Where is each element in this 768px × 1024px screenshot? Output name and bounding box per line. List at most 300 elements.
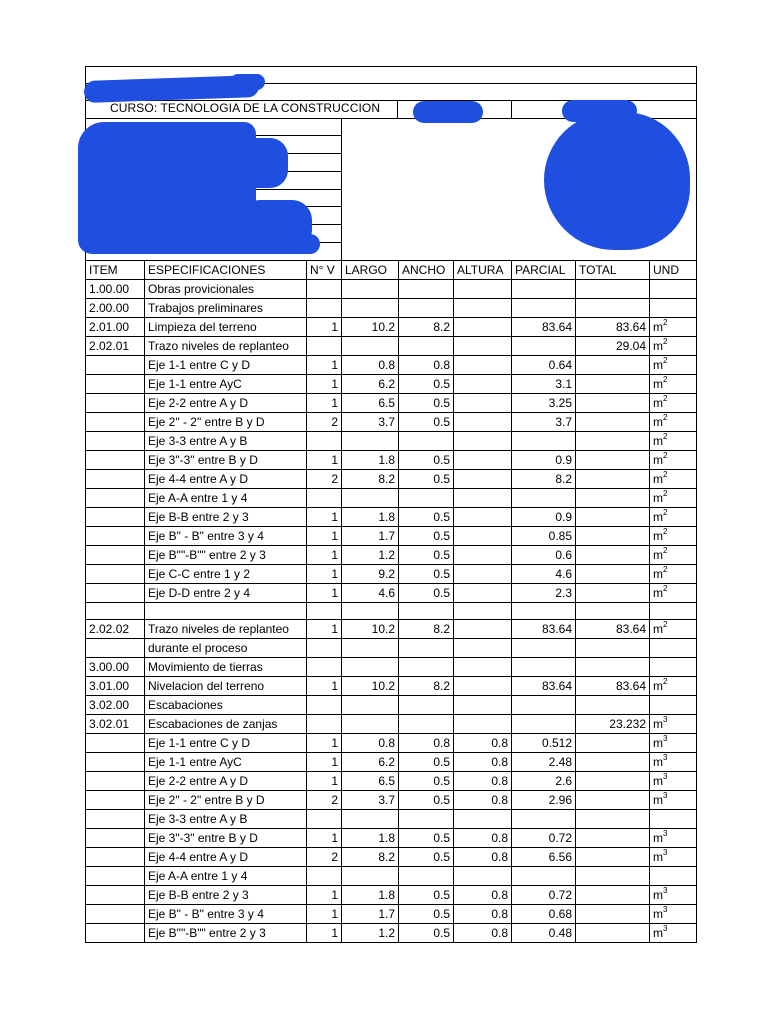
- und-cell: [650, 527, 697, 546]
- largo-cell: [342, 715, 399, 734]
- total-cell: [576, 791, 650, 810]
- nv-cell: 1: [307, 546, 342, 565]
- unit-exponent: 3: [663, 905, 668, 914]
- largo-cell: 3.7: [342, 413, 399, 432]
- table-row: [86, 829, 697, 848]
- total-cell: [576, 356, 650, 375]
- spec-cell: Eje 1-1 entre C y D: [145, 734, 307, 753]
- altura-cell: [454, 280, 512, 299]
- item-cell: [86, 753, 145, 772]
- unit-base: m: [653, 567, 663, 581]
- total-cell: [576, 394, 650, 413]
- table-row: [86, 791, 697, 810]
- spec-cell: Eje B-B entre 2 y 3: [145, 508, 307, 527]
- largo-cell: 0.8: [342, 356, 399, 375]
- nv-cell: 1: [307, 318, 342, 337]
- largo-cell: 9.2: [342, 565, 399, 584]
- unit-base: m: [653, 586, 663, 600]
- unit-base: m: [653, 510, 663, 524]
- total-cell: [576, 886, 650, 905]
- spec-cell: Trazo niveles de replanteo: [145, 337, 307, 356]
- parcial-cell: 3.7: [512, 413, 576, 432]
- parcial-cell: 83.64: [512, 620, 576, 639]
- altura-cell: [454, 489, 512, 508]
- unit-exponent: 2: [663, 489, 668, 498]
- largo-cell: 1.8: [342, 829, 399, 848]
- altura-cell: [454, 451, 512, 470]
- item-cell: [86, 639, 145, 658]
- col-header-parcial: PARCIAL: [512, 261, 576, 280]
- nv-cell: 1: [307, 677, 342, 696]
- parcial-cell: 0.512: [512, 734, 576, 753]
- item-cell: 3.01.00: [86, 677, 145, 696]
- table-row: [86, 753, 697, 772]
- und-cell: [650, 470, 697, 489]
- item-cell: 3.02.01: [86, 715, 145, 734]
- ancho-cell: 0.5: [399, 924, 454, 943]
- spec-cell: Eje C-C entre 1 y 2: [145, 565, 307, 584]
- largo-cell: [342, 658, 399, 677]
- table-row: [86, 565, 697, 584]
- sheet-header: [0, 0, 768, 262]
- largo-cell: 4.6: [342, 584, 399, 603]
- ancho-cell: 0.5: [399, 905, 454, 924]
- table-row: [86, 489, 697, 508]
- total-cell: [576, 658, 650, 677]
- ancho-cell: 0.5: [399, 772, 454, 791]
- parcial-cell: 3.25: [512, 394, 576, 413]
- unit-exponent: 2: [663, 584, 668, 593]
- nv-cell: 2: [307, 848, 342, 867]
- table-row: [86, 848, 697, 867]
- item-cell: [86, 772, 145, 791]
- col-header-especificaciones: ESPECIFICACIONES: [145, 261, 307, 280]
- total-cell: 83.64: [576, 620, 650, 639]
- item-cell: [86, 791, 145, 810]
- redaction-mark: [413, 101, 483, 123]
- spec-cell: Eje 2" - 2" entre B y D: [145, 791, 307, 810]
- parcial-cell: 0.48: [512, 924, 576, 943]
- ancho-cell: [399, 489, 454, 508]
- und-cell: [650, 772, 697, 791]
- header-line: [696, 66, 697, 262]
- unit-exponent: 2: [663, 565, 668, 574]
- table-row: [86, 734, 697, 753]
- unit-base: m: [653, 831, 663, 845]
- total-cell: [576, 375, 650, 394]
- table-row: [86, 280, 697, 299]
- table-row: [86, 470, 697, 489]
- largo-cell: 1.8: [342, 451, 399, 470]
- largo-cell: [342, 432, 399, 451]
- altura-cell: [454, 375, 512, 394]
- item-cell: [86, 867, 145, 886]
- altura-cell: [454, 565, 512, 584]
- spec-cell: Eje 2-2 entre A y D: [145, 772, 307, 791]
- unit-exponent: 2: [663, 451, 668, 460]
- und-cell: [650, 753, 697, 772]
- parcial-cell: [512, 603, 576, 620]
- spec-cell: Eje D-D entre 2 y 4: [145, 584, 307, 603]
- item-cell: [86, 356, 145, 375]
- spec-cell: Eje 2" - 2" entre B y D: [145, 413, 307, 432]
- item-cell: [86, 508, 145, 527]
- redaction-mark: [200, 138, 288, 188]
- parcial-cell: 3.1: [512, 375, 576, 394]
- table-row: [86, 886, 697, 905]
- table-row: [86, 546, 697, 565]
- parcial-cell: [512, 432, 576, 451]
- largo-cell: 6.2: [342, 375, 399, 394]
- altura-cell: [454, 394, 512, 413]
- item-cell: [86, 451, 145, 470]
- item-cell: 2.02.02: [86, 620, 145, 639]
- unit-exponent: 2: [663, 432, 668, 441]
- unit-exponent: 3: [663, 753, 668, 762]
- und-cell: [650, 829, 697, 848]
- unit-exponent: 2: [663, 508, 668, 517]
- ancho-cell: 0.5: [399, 565, 454, 584]
- item-cell: [86, 432, 145, 451]
- item-cell: [86, 584, 145, 603]
- ancho-cell: 8.2: [399, 620, 454, 639]
- table-row: [86, 451, 697, 470]
- nv-cell: 1: [307, 905, 342, 924]
- table-row: [86, 639, 697, 658]
- unit-base: m: [653, 320, 663, 334]
- nv-cell: [307, 867, 342, 886]
- parcial-cell: 0.68: [512, 905, 576, 924]
- altura-cell: 0.8: [454, 829, 512, 848]
- col-header-altura: ALTURA: [454, 261, 512, 280]
- altura-cell: [454, 639, 512, 658]
- und-cell: [650, 356, 697, 375]
- largo-cell: 1.7: [342, 527, 399, 546]
- largo-cell: 8.2: [342, 470, 399, 489]
- altura-cell: 0.8: [454, 734, 512, 753]
- nv-cell: [307, 299, 342, 318]
- ancho-cell: 0.5: [399, 394, 454, 413]
- parcial-cell: [512, 337, 576, 356]
- total-cell: [576, 470, 650, 489]
- altura-cell: [454, 413, 512, 432]
- unit-exponent: 2: [663, 375, 668, 384]
- altura-cell: [454, 696, 512, 715]
- altura-cell: [454, 677, 512, 696]
- total-cell: [576, 508, 650, 527]
- spec-cell: Eje B" - B" entre 3 y 4: [145, 527, 307, 546]
- largo-cell: [342, 696, 399, 715]
- largo-cell: 10.2: [342, 620, 399, 639]
- spec-cell: Limpieza del terreno: [145, 318, 307, 337]
- table-row: [86, 867, 697, 886]
- ancho-cell: 0.5: [399, 753, 454, 772]
- unit-exponent: 3: [663, 772, 668, 781]
- unit-base: m: [653, 907, 663, 921]
- ancho-cell: [399, 639, 454, 658]
- ancho-cell: 0.5: [399, 848, 454, 867]
- altura-cell: [454, 715, 512, 734]
- altura-cell: [454, 318, 512, 337]
- und-cell: [650, 394, 697, 413]
- largo-cell: 0.8: [342, 734, 399, 753]
- parcial-cell: 0.72: [512, 829, 576, 848]
- total-cell: [576, 280, 650, 299]
- ancho-cell: [399, 280, 454, 299]
- redaction-mark: [544, 112, 690, 250]
- altura-cell: [454, 470, 512, 489]
- total-cell: [576, 584, 650, 603]
- nv-cell: 1: [307, 829, 342, 848]
- parcial-cell: [512, 715, 576, 734]
- unit-base: m: [653, 774, 663, 788]
- budget-table: [85, 260, 697, 943]
- total-cell: 83.64: [576, 677, 650, 696]
- table-row: [86, 677, 697, 696]
- largo-cell: 1.8: [342, 508, 399, 527]
- item-cell: 2.02.01: [86, 337, 145, 356]
- parcial-cell: 6.56: [512, 848, 576, 867]
- altura-cell: 0.8: [454, 848, 512, 867]
- nv-cell: 2: [307, 470, 342, 489]
- largo-cell: 1.7: [342, 905, 399, 924]
- largo-cell: 1.2: [342, 546, 399, 565]
- unit-exponent: 2: [663, 527, 668, 536]
- total-cell: [576, 848, 650, 867]
- und-cell: [650, 451, 697, 470]
- unit-base: m: [653, 926, 663, 940]
- und-cell: [650, 432, 697, 451]
- und-cell: [650, 489, 697, 508]
- nv-cell: 1: [307, 753, 342, 772]
- unit-base: m: [653, 491, 663, 505]
- unit-base: m: [653, 717, 663, 731]
- unit-base: m: [653, 415, 663, 429]
- table-row: [86, 394, 697, 413]
- item-cell: [86, 829, 145, 848]
- redaction-mark: [230, 74, 265, 90]
- largo-cell: 6.5: [342, 394, 399, 413]
- und-cell: [650, 337, 697, 356]
- unit-base: m: [653, 622, 663, 636]
- col-header-largo: LARGO: [342, 261, 399, 280]
- table-row: [86, 318, 697, 337]
- parcial-cell: 0.9: [512, 508, 576, 527]
- col-header-und: UND: [650, 261, 697, 280]
- parcial-cell: 0.85: [512, 527, 576, 546]
- spec-cell: Eje A-A entre 1 y 4: [145, 489, 307, 508]
- nv-cell: 1: [307, 451, 342, 470]
- parcial-cell: 2.3: [512, 584, 576, 603]
- total-cell: 29.04: [576, 337, 650, 356]
- und-cell: [650, 924, 697, 943]
- und-cell: [650, 299, 697, 318]
- altura-cell: [454, 546, 512, 565]
- nv-cell: 1: [307, 620, 342, 639]
- table-row: [86, 413, 697, 432]
- table-row: [86, 715, 697, 734]
- und-cell: [650, 867, 697, 886]
- total-cell: [576, 753, 650, 772]
- nv-cell: [307, 810, 342, 829]
- ancho-cell: 0.5: [399, 508, 454, 527]
- total-cell: [576, 905, 650, 924]
- largo-cell: [342, 867, 399, 886]
- item-cell: [86, 413, 145, 432]
- col-header-nv: N° V: [307, 261, 342, 280]
- ancho-cell: [399, 299, 454, 318]
- largo-cell: 10.2: [342, 318, 399, 337]
- unit-base: m: [653, 377, 663, 391]
- altura-cell: 0.8: [454, 791, 512, 810]
- spec-cell: Movimiento de tierras: [145, 658, 307, 677]
- item-cell: [86, 734, 145, 753]
- nv-cell: [307, 658, 342, 677]
- total-cell: [576, 829, 650, 848]
- unit-base: m: [653, 850, 663, 864]
- ancho-cell: 0.5: [399, 451, 454, 470]
- unit-exponent: 2: [663, 413, 668, 422]
- altura-cell: [454, 867, 512, 886]
- und-cell: [650, 620, 697, 639]
- unit-exponent: 2: [663, 546, 668, 555]
- unit-exponent: 2: [663, 337, 668, 346]
- total-cell: [576, 772, 650, 791]
- und-cell: [650, 848, 697, 867]
- und-cell: [650, 280, 697, 299]
- und-cell: [650, 677, 697, 696]
- table-row: [86, 432, 697, 451]
- item-cell: [86, 810, 145, 829]
- parcial-cell: [512, 867, 576, 886]
- spec-cell: Eje 4-4 entre A y D: [145, 848, 307, 867]
- largo-cell: 3.7: [342, 791, 399, 810]
- unit-base: m: [653, 453, 663, 467]
- spec-cell: Eje 3-3 entre A y B: [145, 810, 307, 829]
- und-cell: [650, 413, 697, 432]
- table-row: [86, 584, 697, 603]
- und-cell: [650, 584, 697, 603]
- item-cell: 2.00.00: [86, 299, 145, 318]
- table-row: [86, 810, 697, 829]
- ancho-cell: 0.5: [399, 791, 454, 810]
- item-cell: [86, 924, 145, 943]
- table-row: [86, 337, 697, 356]
- table-row: [86, 527, 697, 546]
- spec-cell: Eje 2-2 entre A y D: [145, 394, 307, 413]
- nv-cell: 1: [307, 734, 342, 753]
- item-cell: 1.00.00: [86, 280, 145, 299]
- ancho-cell: 0.5: [399, 829, 454, 848]
- total-cell: [576, 546, 650, 565]
- total-cell: [576, 603, 650, 620]
- unit-exponent: 2: [663, 620, 668, 629]
- altura-cell: [454, 337, 512, 356]
- ancho-cell: [399, 337, 454, 356]
- largo-cell: [342, 337, 399, 356]
- parcial-cell: 83.64: [512, 677, 576, 696]
- unit-base: m: [653, 529, 663, 543]
- item-cell: [86, 905, 145, 924]
- nv-cell: 1: [307, 924, 342, 943]
- spec-cell: Eje B" - B" entre 3 y 4: [145, 905, 307, 924]
- altura-cell: [454, 432, 512, 451]
- altura-cell: [454, 527, 512, 546]
- und-cell: [650, 696, 697, 715]
- spec-cell: durante el proceso: [145, 639, 307, 658]
- spec-cell: Trabajos preliminares: [145, 299, 307, 318]
- nv-cell: [307, 715, 342, 734]
- parcial-cell: [512, 810, 576, 829]
- altura-cell: 0.8: [454, 905, 512, 924]
- altura-cell: [454, 584, 512, 603]
- parcial-cell: [512, 696, 576, 715]
- table-row: [86, 658, 697, 677]
- nv-cell: [307, 337, 342, 356]
- ancho-cell: 0.5: [399, 546, 454, 565]
- parcial-cell: [512, 299, 576, 318]
- unit-base: m: [653, 434, 663, 448]
- spec-cell: Eje 1-1 entre C y D: [145, 356, 307, 375]
- spec-cell: Escabaciones de zanjas: [145, 715, 307, 734]
- altura-cell: 0.8: [454, 753, 512, 772]
- item-cell: 3.02.00: [86, 696, 145, 715]
- ancho-cell: [399, 658, 454, 677]
- table-row: [86, 375, 697, 394]
- largo-cell: 10.2: [342, 677, 399, 696]
- largo-cell: 6.5: [342, 772, 399, 791]
- unit-base: m: [653, 793, 663, 807]
- parcial-cell: [512, 639, 576, 658]
- unit-exponent: 2: [663, 677, 668, 686]
- unit-base: m: [653, 548, 663, 562]
- unit-exponent: 2: [663, 394, 668, 403]
- nv-cell: 1: [307, 886, 342, 905]
- nv-cell: 1: [307, 527, 342, 546]
- table-row: [86, 603, 697, 620]
- nv-cell: 2: [307, 413, 342, 432]
- item-cell: 2.01.00: [86, 318, 145, 337]
- total-cell: [576, 924, 650, 943]
- parcial-cell: 83.64: [512, 318, 576, 337]
- item-cell: [86, 546, 145, 565]
- unit-base: m: [653, 888, 663, 902]
- nv-cell: [307, 696, 342, 715]
- total-cell: [576, 696, 650, 715]
- altura-cell: 0.8: [454, 924, 512, 943]
- altura-cell: [454, 658, 512, 677]
- table-header-row: [86, 261, 697, 280]
- nv-cell: 1: [307, 508, 342, 527]
- nv-cell: [307, 432, 342, 451]
- ancho-cell: 0.5: [399, 375, 454, 394]
- table-row: [86, 696, 697, 715]
- ancho-cell: [399, 867, 454, 886]
- unit-exponent: 3: [663, 924, 668, 933]
- parcial-cell: 0.9: [512, 451, 576, 470]
- spec-cell: Eje 4-4 entre A y D: [145, 470, 307, 489]
- unit-base: m: [653, 358, 663, 372]
- spec-cell: Eje B""-B"" entre 2 y 3: [145, 546, 307, 565]
- spec-cell: [145, 603, 307, 620]
- unit-exponent: 2: [663, 318, 668, 327]
- altura-cell: [454, 810, 512, 829]
- col-header-ancho: ANCHO: [399, 261, 454, 280]
- item-cell: [86, 886, 145, 905]
- parcial-cell: 0.64: [512, 356, 576, 375]
- und-cell: [650, 886, 697, 905]
- und-cell: [650, 734, 697, 753]
